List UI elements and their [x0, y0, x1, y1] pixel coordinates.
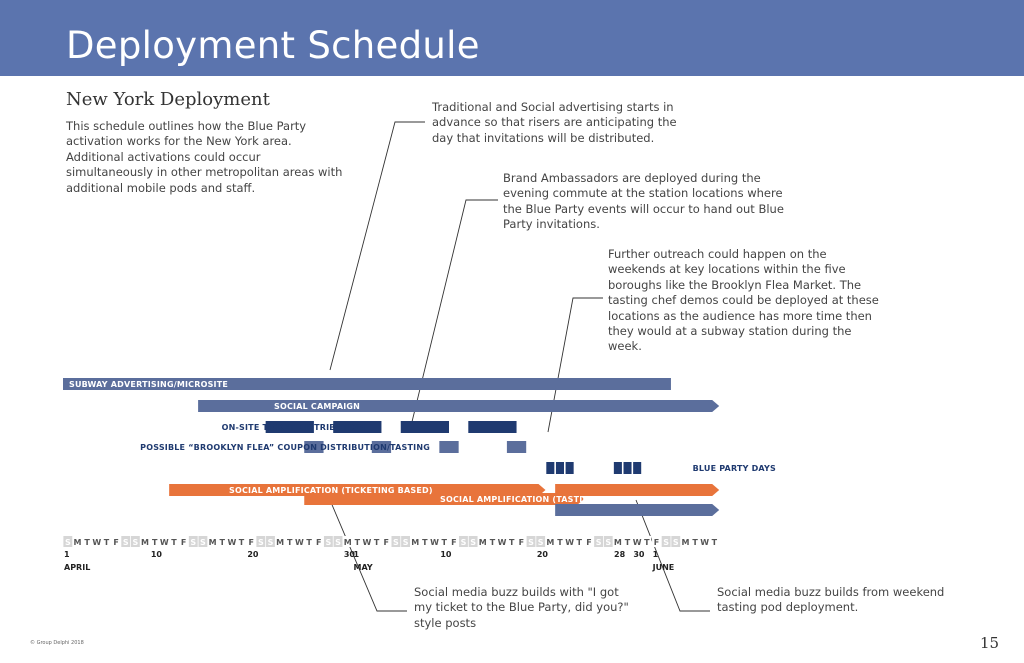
day-letter: T: [489, 538, 496, 547]
task-bar-possible-brooklyn-flea-coupon-distribution-tasting: [439, 441, 458, 453]
day-letter: S: [190, 538, 197, 547]
day-letter: T: [711, 538, 718, 547]
note-ambassadors: Brand Ambassadors are deployed during the evening commute at the station locations where the Blue Party events will occur to hand out Blue Party invitations.: [503, 171, 784, 232]
day-letter: S: [402, 538, 409, 547]
note-buzz-tasting: Social media buzz builds from weekend tasting pod deployment.: [717, 585, 945, 615]
day-letter: M: [276, 538, 285, 547]
day-letter: T: [151, 538, 158, 547]
timeline-axis: [63, 536, 718, 572]
day-letter: M: [546, 538, 555, 547]
day-letter: T: [441, 538, 447, 547]
day-letter: T: [624, 538, 631, 547]
day-letter: S: [267, 538, 274, 547]
day-letter: F: [586, 538, 592, 547]
day-letter: M: [73, 538, 82, 547]
task-bar-order-fufillment: [555, 504, 719, 516]
task-label-amp-ticketing: SOCIAL AMPLIFICATION (TICKETING BASED): [229, 486, 433, 495]
task-bar-blue-party-days: [566, 462, 574, 474]
day-letter: T: [287, 538, 293, 547]
day-letter: M: [141, 538, 150, 547]
intro-paragraph: This schedule outlines how the Blue Party activation works for the New York area. Additional activations could occur simultaneously in other metropolitan areas with additional mobile pods and staff.: [66, 119, 343, 195]
day-letter: W: [565, 538, 575, 547]
date-label: 10: [150, 550, 162, 559]
day-letter: S: [672, 538, 679, 547]
day-letter: S: [460, 538, 467, 547]
day-letter: F: [518, 538, 525, 547]
day-letter: W: [700, 538, 710, 547]
copyright: © Group Delphi 2018: [30, 640, 84, 646]
date-label: 30: [343, 550, 355, 559]
day-letter: T: [422, 538, 428, 547]
day-letter: S: [528, 538, 534, 547]
date-label: 1: [353, 550, 360, 559]
day-letter: M: [411, 538, 420, 547]
day-letter: S: [663, 538, 670, 547]
day-letter: M: [343, 538, 352, 547]
day-letter: T: [692, 538, 698, 547]
day-letter: F: [383, 538, 390, 547]
day-letter: T: [171, 538, 177, 547]
day-letter: T: [373, 538, 380, 547]
day-letter: S: [595, 538, 602, 547]
day-letter: M: [681, 538, 690, 547]
callout-line: [636, 500, 710, 611]
task-bar-on-site-ticket-distribution: [468, 421, 516, 433]
task-label-brooklyn-flea: POSSIBLE “BROOKLYN FLEA” COUPON DISTRIBUTION/TASTING: [140, 443, 430, 452]
day-letter: M: [613, 538, 622, 547]
day-letter: T: [103, 538, 110, 547]
day-letter: T: [644, 538, 650, 547]
day-letter: F: [451, 538, 457, 547]
day-letter: S: [200, 538, 206, 547]
day-letter: W: [632, 538, 642, 547]
day-letter: W: [92, 538, 102, 547]
day-letter: W: [497, 538, 507, 547]
day-letter: W: [295, 538, 304, 547]
task-label-social-campaign: SOCIAL CAMPAIGN: [274, 402, 361, 411]
task-bar-on-site-ticket-distribution: [401, 421, 449, 433]
day-letter: T: [238, 538, 245, 547]
day-letter: S: [325, 538, 332, 547]
month-label: MAY: [353, 563, 373, 572]
day-letter: T: [557, 538, 563, 547]
task-label-order-fulfillment: ORDER FUFILLMENT: [786, 506, 880, 515]
day-letter: S: [335, 538, 341, 547]
date-label: 20: [247, 550, 259, 559]
date-label: 20: [536, 550, 548, 559]
day-letter: W: [227, 538, 237, 547]
task-label-blue-party-days: BLUE PARTY DAYS: [692, 464, 776, 473]
day-letter: S: [393, 538, 399, 547]
page-title: Deployment Schedule: [66, 24, 480, 67]
note-buzz-ticket: Social media buzz builds with "I got my ticket to the Blue Party, did you?" style posts: [414, 585, 629, 630]
day-letter: S: [122, 538, 129, 547]
day-letter: W: [159, 538, 169, 547]
task-bar-blue-party-days: [546, 462, 554, 474]
callout-line: [330, 500, 407, 611]
day-letter: F: [180, 538, 187, 547]
task-bar-possible-brooklyn-flea-coupon-distribution-tasting: [507, 441, 526, 453]
page-number: 15: [980, 634, 1000, 652]
day-letter: S: [537, 538, 544, 547]
day-letter: S: [257, 538, 264, 547]
day-letter: F: [248, 538, 254, 547]
day-letter: T: [508, 538, 515, 547]
day-letter: S: [64, 538, 71, 547]
note-advertising: Traditional and Social advertising starts in advance so that risers are anticipating the day that invitations will be distributed.: [432, 100, 677, 145]
day-letter: S: [470, 538, 477, 547]
day-letter: M: [208, 538, 217, 547]
task-bar-blue-party-days: [633, 462, 641, 474]
date-label: 1: [64, 550, 70, 559]
day-letter: W: [430, 538, 439, 547]
task-label-amp-event: SOCIAL AMPLIFICATION (EVENT BASED): [786, 486, 971, 495]
section-subtitle: New York Deployment: [66, 89, 270, 110]
task-bar-blue-party-days: [614, 462, 622, 474]
task-bar-blue-party-days: [556, 462, 564, 474]
day-letter: F: [315, 538, 322, 547]
task-label-ticket-distribution: ON-SITE TICKET DISTRIBUTION: [221, 423, 365, 432]
task-label-subway: SUBWAY ADVERTISING/MICROSITE: [69, 380, 229, 389]
day-letter: T: [219, 538, 225, 547]
callout-line: [410, 200, 498, 430]
task-bar-blue-party-days: [624, 462, 632, 474]
day-letter: T: [84, 538, 90, 547]
month-label: JUNE: [652, 563, 675, 572]
month-label: APRIL: [64, 563, 91, 572]
day-letter: F: [653, 538, 660, 547]
day-letter: S: [605, 538, 612, 547]
date-label: 28: [614, 550, 626, 559]
day-letter: T: [306, 538, 312, 547]
date-label: 10: [440, 550, 452, 559]
day-letter: T: [576, 538, 583, 547]
callout-line: [330, 122, 425, 370]
date-label: 30: [633, 550, 645, 559]
day-letter: S: [132, 538, 139, 547]
note-outreach: Further outreach could happen on the weekends at key locations within the five boroughs like the Brooklyn Flea Market. The tasting chef demos could be deployed at these locations as the audience has more time then they would at a subway station during the week.: [608, 247, 879, 354]
task-label-amp-tasting: SOCIAL AMPLIFICATION (TASTING BASED): [440, 495, 635, 504]
day-letter: W: [362, 538, 372, 547]
day-letter: T: [354, 538, 361, 547]
date-label: 1: [652, 550, 659, 559]
day-letter: M: [478, 538, 487, 547]
day-letter: F: [113, 538, 119, 547]
